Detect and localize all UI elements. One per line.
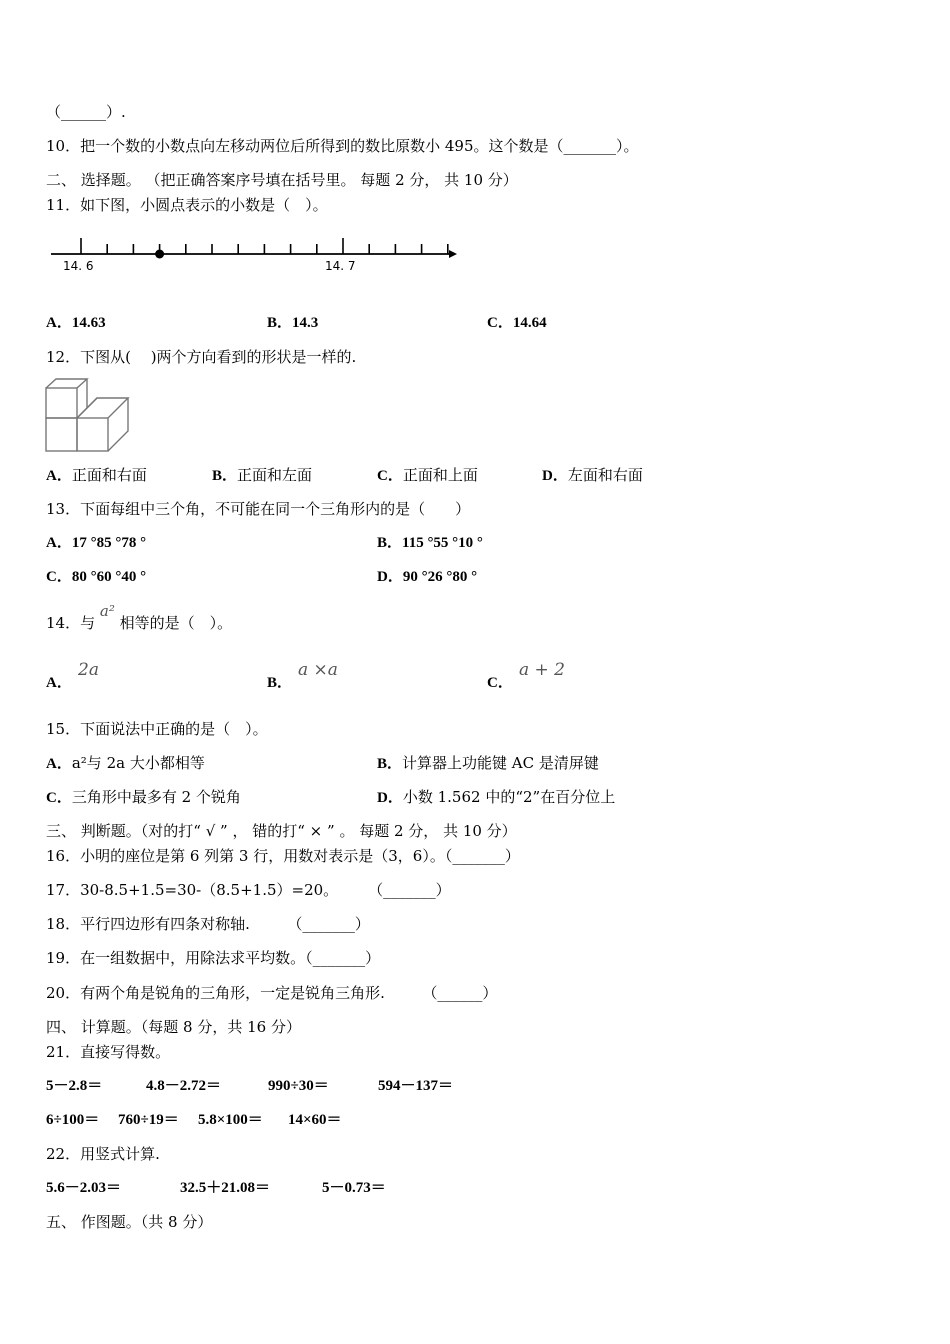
q14-option-a[interactable]: A． — [46, 675, 72, 691]
q14-option-b[interactable]: B． — [267, 675, 293, 691]
q12-stem: 12．下图从( )两个方向看到的形状是一样的. — [46, 348, 357, 366]
q13-option-a[interactable]: A．17 °85 °78 ° — [46, 535, 147, 551]
q19-stem: 19．在一组数据中，用除法求平均数。（_______） — [46, 949, 381, 967]
section-4-heading: 四、 计算题。（每题 8 分，共 16 分） — [46, 1018, 301, 1036]
number-line-label-left: 14. 6 — [63, 259, 94, 273]
section-3-heading: 三、 判断题。（对的打“ √ ” ， 错的打“ × ” 。 每题 2 分， 共 10 分） — [46, 822, 517, 840]
q22-stem: 22．用竖式计算. — [46, 1145, 160, 1163]
number-line-label-right: 14. 7 — [325, 259, 356, 273]
q12-option-b[interactable]: B．正面和左面 — [212, 466, 313, 484]
q9-tail: （______）. — [46, 103, 126, 121]
q12-option-c[interactable]: C．正面和上面 — [377, 466, 478, 484]
q22-item: 5－0.73＝ — [322, 1180, 386, 1196]
q21-item: 5.8×100＝ — [198, 1112, 263, 1128]
q21-item: 760÷19＝ — [118, 1112, 179, 1128]
q14-stem-suffix: 相等的是（ ）。 — [119, 614, 233, 632]
q12-option-a[interactable]: A．正面和右面 — [46, 466, 147, 484]
q15-option-d[interactable]: D．小数 1.562 中的“2”在百分位上 — [377, 788, 616, 806]
section-5-heading: 五、 作图题。（共 8 分） — [46, 1213, 213, 1231]
q15-option-b[interactable]: B．计算器上功能键 AC 是清屏键 — [377, 754, 599, 772]
q14-option-a-math: 2a — [78, 660, 99, 680]
q17-stem: 17．30-8.5+1.5=30-（8.5+1.5）=20。 （_______） — [46, 881, 451, 899]
cube-bottom-right-front — [77, 418, 108, 451]
q13-option-d[interactable]: D．90 °26 °80 ° — [377, 569, 478, 585]
q14-option-c[interactable]: C． — [487, 675, 513, 691]
q16-stem: 16．小明的座位是第 6 列第 3 行，用数对表示是（3，6）。（_______） — [46, 847, 520, 865]
q15-stem: 15．下面说法中正确的是（ ）。 — [46, 720, 268, 738]
q11-option-c[interactable]: C．14.64 — [487, 315, 547, 331]
q14-stem-math: a² — [99, 602, 115, 620]
q21-item: 594－137＝ — [378, 1078, 454, 1094]
q20-stem: 20．有两个角是锐角的三角形，一定是锐角三角形. （______） — [46, 984, 498, 1002]
q14-stem — [46, 602, 233, 633]
q15-option-a[interactable]: A．a²与 2a 大小都相等 — [46, 754, 205, 772]
q15-option-c[interactable]: C．三角形中最多有 2 个锐角 — [46, 788, 241, 806]
q12-option-d[interactable]: D．左面和右面 — [542, 466, 643, 484]
q18-stem: 18．平行四边形有四条对称轴. （_______） — [46, 915, 370, 933]
q14-option-b-math: a ×a — [298, 660, 338, 680]
number-line-point — [155, 250, 164, 259]
q11-number-line — [45, 232, 465, 282]
q14-stem-prefix: 14．与 — [46, 614, 96, 632]
q11-stem: 11．如下图，小圆点表示的小数是（ ）。 — [46, 196, 328, 214]
q13-stem: 13．下面每组中三个角，不可能在同一个三角形内的是（ ） — [46, 500, 471, 518]
q22-item: 5.6－2.03＝ — [46, 1180, 122, 1196]
q14-option-c-math: a + 2 — [519, 660, 566, 680]
section-2-heading: 二、 选择题。 （把正确答案序号填在括号里。 每题 2 分， 共 10 分） — [46, 171, 518, 189]
q12-cubes-figure — [44, 376, 134, 454]
q21-item: 5－2.8＝ — [46, 1078, 103, 1094]
q21-stem: 21．直接写得数。 — [46, 1043, 171, 1061]
cube-bottom-left-front — [46, 418, 77, 451]
q13-option-c[interactable]: C．80 °60 °40 ° — [46, 569, 147, 585]
q22-item: 32.5＋21.08＝ — [180, 1180, 271, 1196]
q21-item: 14×60＝ — [288, 1112, 342, 1128]
cube-top-front — [46, 388, 77, 418]
q11-option-b[interactable]: B．14.3 — [267, 315, 319, 331]
q11-option-a[interactable]: A．14.63 — [46, 315, 106, 331]
q21-item: 6÷100＝ — [46, 1112, 100, 1128]
q13-option-b[interactable]: B．115 °55 °10 ° — [377, 535, 483, 551]
q21-item: 990÷30＝ — [268, 1078, 329, 1094]
axis-arrow-icon — [449, 250, 457, 258]
q10-stem: 10．把一个数的小数点向左移动两位后所得到的数比原数小 495。这个数是（_______）。 — [46, 137, 639, 155]
q21-item: 4.8－2.72＝ — [146, 1078, 222, 1094]
